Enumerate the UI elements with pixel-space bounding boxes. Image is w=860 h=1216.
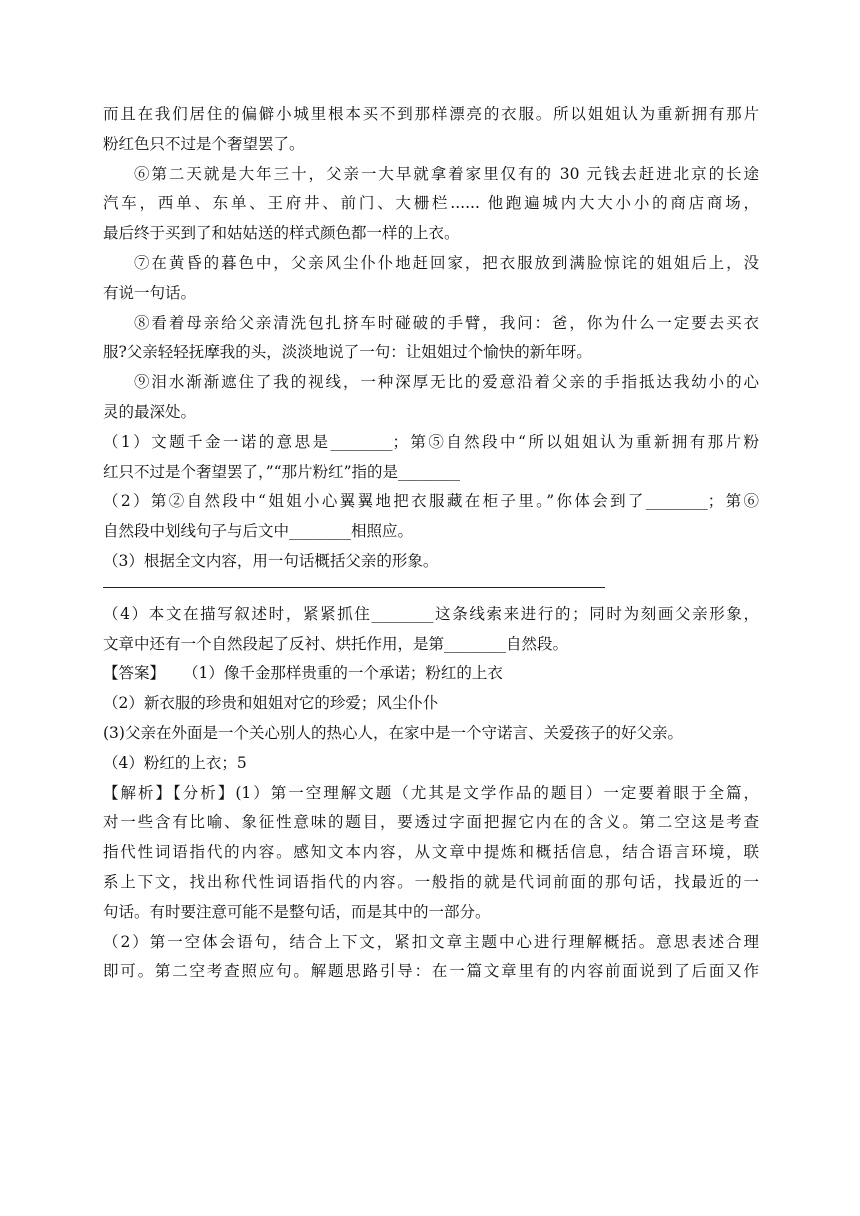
document-page (103, 100, 759, 987)
paragraph-6-line: ⑥第二天就是大年三十，父亲一大早就拿着家里仅有的 30 元钱去赶进北京的长途 (134, 164, 759, 183)
question-2-line: （2）第②自然段中“姐姐小心翼翼地把衣服藏在柜子里。”你体会到了________；第⑥ (103, 492, 759, 511)
answer-3-line: (3)父亲在外面是一个关心别人的热心人，在家中是一个守诺言、关爱孩子的好父亲。 (103, 723, 683, 742)
answer-1-line (103, 659, 759, 689)
question-4-line: （4）本文在描写叙述时，紧紧抓住________这条线索来进行的；同时为刻画父亲形象， (103, 604, 759, 623)
paragraph-6-line: 最后终于买到了和姑姑送的样式颜色都一样的上衣。 (103, 224, 460, 243)
answer-blank-line (103, 587, 605, 588)
question-2-line: 自然段中划线句子与后文中________相照应。 (103, 522, 414, 541)
question-4-line: 文章中还有一个自然段起了反衬、烘托作用，是第________自然段。 (103, 634, 569, 653)
answer-4-line: （4）粉红的上衣；5 (103, 753, 247, 772)
answer-2-line: （2）新衣服的珍贵和姐姐对它的珍爱；风尘仆仆 (103, 694, 439, 713)
passage-line: 粉红色只不过是个奢望罢了。 (103, 134, 305, 153)
analysis-line: 句话。有时要注意可能不是整句话，而是其中的一部分。 (103, 902, 491, 921)
analysis-line: 对一些含有比喻、象征性意味的题目，要透过字面把握它内在的含义。第二空这是考查 (103, 813, 759, 832)
analysis-line: 系上下文，找出称代性词语指代的内容。一般指的就是代词前面的那句话，找最近的一 (103, 872, 759, 891)
paragraph-8-line: 服?父亲轻轻抚摩我的头，淡淡地说了一句：让姐姐过个愉快的新年呀。 (103, 343, 592, 362)
question-1-line: 红只不过是个奢望罢了，”“那片粉红”指的是________ (103, 462, 461, 481)
paragraph-7-line: 有说一句话。 (103, 283, 197, 302)
paragraph-9-line: 灵的最深处。 (103, 402, 197, 421)
answer-label: 【答案】 (103, 664, 166, 683)
analysis-line: （2）第一空体会语句，结合上下文，紧扣文章主题中心进行理解概括。意思表述合理 (103, 932, 759, 951)
analysis-line: 指代性词语指代的内容。感知文本内容，从文章中提炼和概括信息，结合语言环境，联 (103, 843, 759, 862)
paragraph-9-line: ⑨泪水渐渐遮住了我的视线，一种深厚无比的爱意沿着父亲的手指抵达我幼小的心 (134, 373, 759, 392)
answer-1-text: （1）像千金那样贵重的一个承诺；粉红的上衣 (183, 664, 503, 683)
analysis-line: 即可。第二空考查照应句。解题思路引导：在一篇文章里有的内容前面说到了后面又作 (103, 962, 759, 981)
paragraph-7-line: ⑦在黄昏的暮色中，父亲风尘仆仆地赶回家，把衣服放到满脸惊诧的姐姐后上，没 (134, 253, 759, 272)
analysis-line: 【解析】【分析】(1）第一空理解文题（尤其是文学作品的题目）一定要着眼于全篇， (103, 783, 759, 802)
question-3-line: （3）根据全文内容，用一句话概括父亲的形象。 (103, 551, 439, 570)
paragraph-6-line: 汽车，西单、东单、王府井、前门、大栅栏...... 他跑遍城内大大小小的商店商场， (103, 194, 759, 213)
question-1-line: （1）文题千金一诺的意思是________；第⑤自然段中“所以姐姐认为重新拥有那片粉 (103, 432, 759, 451)
paragraph-8-line: ⑧看着母亲给父亲清洗包扎挤车时碰破的手臂，我问：爸，你为什么一定要去买衣 (134, 313, 759, 332)
passage-line: 而且在我们居住的偏僻小城里根本买不到那样漂亮的衣服。所以姐姐认为重新拥有那片 (103, 105, 759, 123)
